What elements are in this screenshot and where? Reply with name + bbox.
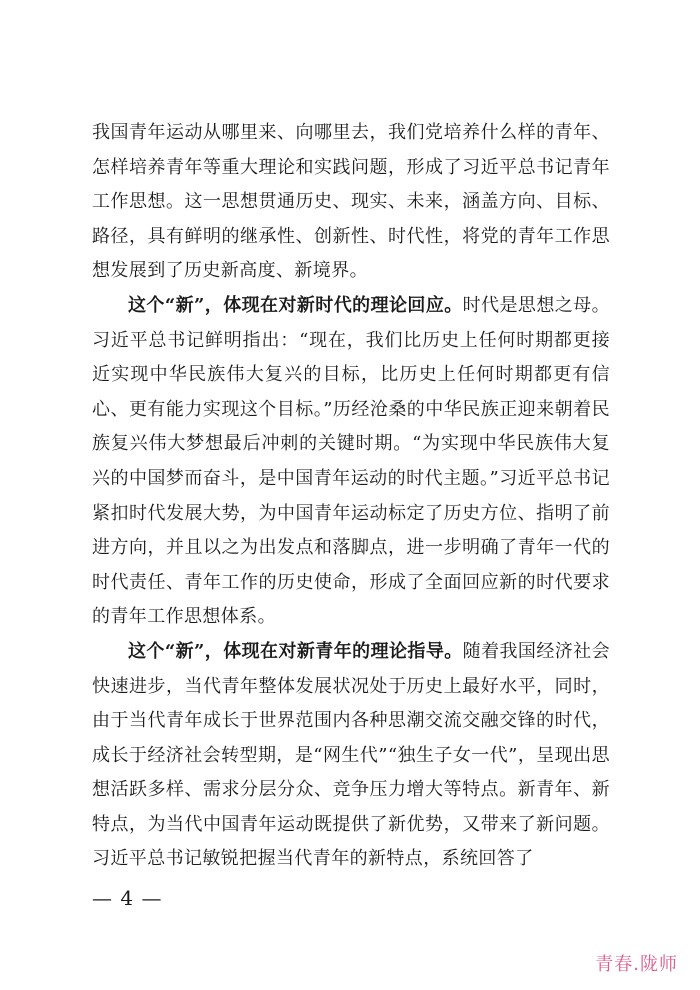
paragraph-1 [92, 116, 610, 289]
paragraph-2 [92, 289, 610, 635]
paragraph-3 [92, 635, 610, 877]
paragraph-3-text: 随着我国经济社会快速进步，当代青年整体发展状况处于历史上最好水平，同时，由于当代青年成长于世界范围内各种思潮交流交融交锋的时代，成长于经济社会转型期，是“网生代”“独生子女一代”，呈现出思想活跃多样、需求分层分众、竞争压力增大等特点。新青年、新特点，为当代中国青年运动既提供了新优势，又带来了新问题。习近平总书记敏锐把握当代青年的新特点，系统回答了 [92, 640, 611, 870]
paragraph-2-text: 时代是思想之母。习近平总书记鲜明指出：“现在，我们比历史上任何时期都更接近实现中华民族伟大复兴的目标，比历史上任何时期都更有信心、更有能力实现这个目标。”历经沧桑的中华民族正迎来朝着民族复兴伟大梦想最后冲刺的关键时期。“为实现中华民族伟大复兴的中国梦而奋斗，是中国青年运动的时代主题。”习近平总书记紧扣时代发展大势，为中国青年运动标定了历史方位、指明了前进方向，并且以之为出发点和落脚点，进一步明确了青年一代的时代责任、青年工作的历史使命，形成了全面回应新的时代要求的青年工作思想体系。 [92, 294, 611, 628]
paragraph-3-lead: 这个“新”，体现在对新青年的理论指导。 [128, 640, 463, 662]
watermark: 青春.陇师 [595, 954, 678, 975]
paragraph-1-text: 我国青年运动从哪里来、向哪里去，我们党培养什么样的青年、怎样培养青年等重大理论和实践问题，形成了习近平总书记青年工作思想。这一思想贯通历史、现实、未来，涵盖方向、目标、路径，具有鲜明的继承性、创新性、时代性，将党的青年工作思想发展到了历史新高度、新境界。 [92, 122, 610, 282]
paragraph-2-lead: 这个“新”，体现在对新时代的理论回应。 [128, 294, 463, 316]
body-text [92, 116, 610, 877]
page-number: — 4 — [92, 886, 163, 910]
